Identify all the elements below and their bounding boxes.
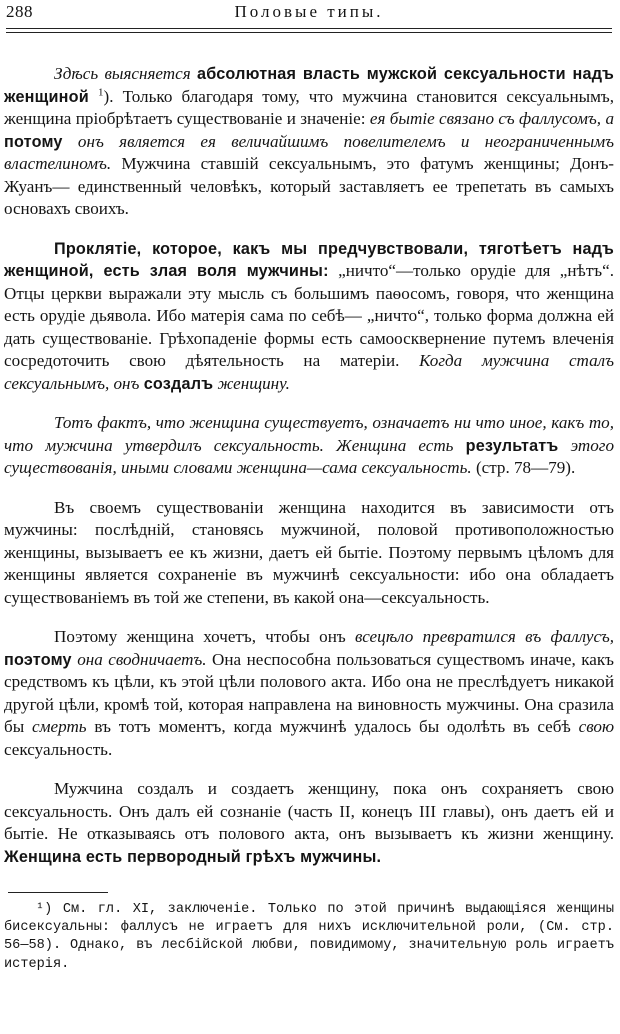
paragraph <box>4 497 614 610</box>
italic-span: смерть <box>32 717 87 736</box>
text-span <box>63 132 78 151</box>
page-number: 288 <box>6 2 33 21</box>
footnote-text: См. гл. XI, заключеніе. Только по этой причинѣ выдающіяся женщины бисексуальны: фаллусъ не играетъ для нихъ исключительной роли, (См. стр. 56—58). Однако, въ лесбійской любви, повидимому, значительную роль играетъ истерія. <box>4 902 614 972</box>
text-span: (стр. 78—79). <box>471 458 576 477</box>
bold-span: создалъ <box>143 374 214 393</box>
italic-span: свою <box>578 717 614 736</box>
paragraph <box>4 778 614 868</box>
text-span: ). Только благодаря тому, что мужчина становится сексуальнымъ, женщина пріобрѣтаетъ существованіе и значеніе: <box>4 86 615 128</box>
footnote <box>4 901 614 974</box>
text-span: „ничто“—только орудіе для „нѣтъ“. Отцы церкви выражали эту мысль съ большимъ паѳосомъ, говоря, что женщина есть орудіе дьявола. Ибо матерія сама по себѣ— „ничто“, только форма должна ей дать существованіе. Грѣхопаденіе формы есть самоосквернение путемъ влеченія сосредоточить свою дѣятельность на матеріи. <box>4 261 614 370</box>
italic-span: Здѣсь выясняется <box>54 64 191 83</box>
text-span <box>558 436 570 455</box>
text-span: сексуальность. <box>4 739 113 759</box>
running-title: Половые типы. <box>234 2 384 21</box>
text-span <box>89 87 98 106</box>
text-span: Поэтому женщина хочетъ, чтобы онъ <box>54 627 355 646</box>
header-rule-bottom <box>6 32 612 33</box>
italic-span: всецѣло превратился въ фаллусъ, <box>355 627 614 646</box>
text-span: Мужчина создалъ и создаетъ женщину, пока онъ сохраняетъ свою сексуальность. Онъ далъ ей сознаніе (часть II, конецъ III главы), онъ даетъ ей и бытіе. Не отказываясь отъ полового акта, онъ вызываетъ къ жизни женщину. <box>4 779 614 843</box>
paragraph <box>4 63 614 221</box>
footnote-ref: 1 <box>98 85 104 98</box>
bold-span: результатъ <box>465 436 559 455</box>
italic-span: Когда мужчина сталъ сексуальнымъ, онъ <box>4 351 614 393</box>
paragraph <box>4 412 614 480</box>
italic-span: этого существованія, иными словами женщина—сама сексуальность. <box>4 435 614 477</box>
text-span: Мужчина ставшій сексуальнымъ, это фатумъ женщины; Донъ-Жуанъ— единственный человѣкъ, который заставляетъ ее трепетать въ самыхъ основахъ своихъ. <box>4 154 614 218</box>
header-rule-top <box>6 28 612 29</box>
text-span: въ тотъ моментъ, когда мужчинѣ удалось бы одолѣть въ себѣ <box>86 717 579 736</box>
bold-span: абсолютная власть мужской сексуальности надъ женщиной <box>4 65 614 106</box>
body-text <box>4 63 614 868</box>
italic-span: женщину. <box>217 373 290 393</box>
footnote-rule <box>8 892 108 893</box>
italic-span: ея бытіе связано съ фаллусомъ, а <box>369 109 614 128</box>
italic-span: онъ является ея величайшимъ повелителемъ и неограниченнымъ властелиномъ. <box>4 131 614 173</box>
page-header <box>4 0 614 26</box>
italic-span: она сводничаетъ. <box>77 649 207 669</box>
italic-span: Тотъ фактъ, что женщина существуетъ, означаетъ ни что иное, какъ то, что мужчина утвердилъ сексуальность. Женщина есть <box>4 413 614 455</box>
text-span: Она неспособна пользоваться существомъ иначе, какъ средствомъ къ цѣли, къ этой цѣли полового акта. Ибо она не преслѣдуетъ никакой другой цѣли, кромѣ той, которая направлена на виновность мужчины. Она сразила бы <box>4 649 614 736</box>
text-span: Въ своемъ существованіи женщина находится въ зависимости отъ мужчины: послѣдній, становясь мужчиной, половой противоположностью женщины, вызываетъ ее къ жизни, даетъ ей бытіе. Поэтому первымъ цѣломъ для женщины является сохраненіе въ мужчинѣ сексуальности: ибо она обладаетъ существованіемъ въ той же степени, въ какой она—сексуальность. <box>4 497 614 607</box>
bold-span: поэтому <box>4 650 72 669</box>
paragraph <box>4 238 614 396</box>
bold-span: потому <box>4 132 63 151</box>
bold-span: Проклятіе, которое, какъ мы предчувствовали, тяготѣетъ надъ женщиной, есть злая воля мужчины: <box>4 239 614 280</box>
paragraph <box>4 626 614 761</box>
text-span <box>453 436 465 455</box>
footnote-marker: ¹) <box>36 902 53 917</box>
bold-span: Женщина есть первородный грѣхъ мужчины. <box>4 847 382 866</box>
